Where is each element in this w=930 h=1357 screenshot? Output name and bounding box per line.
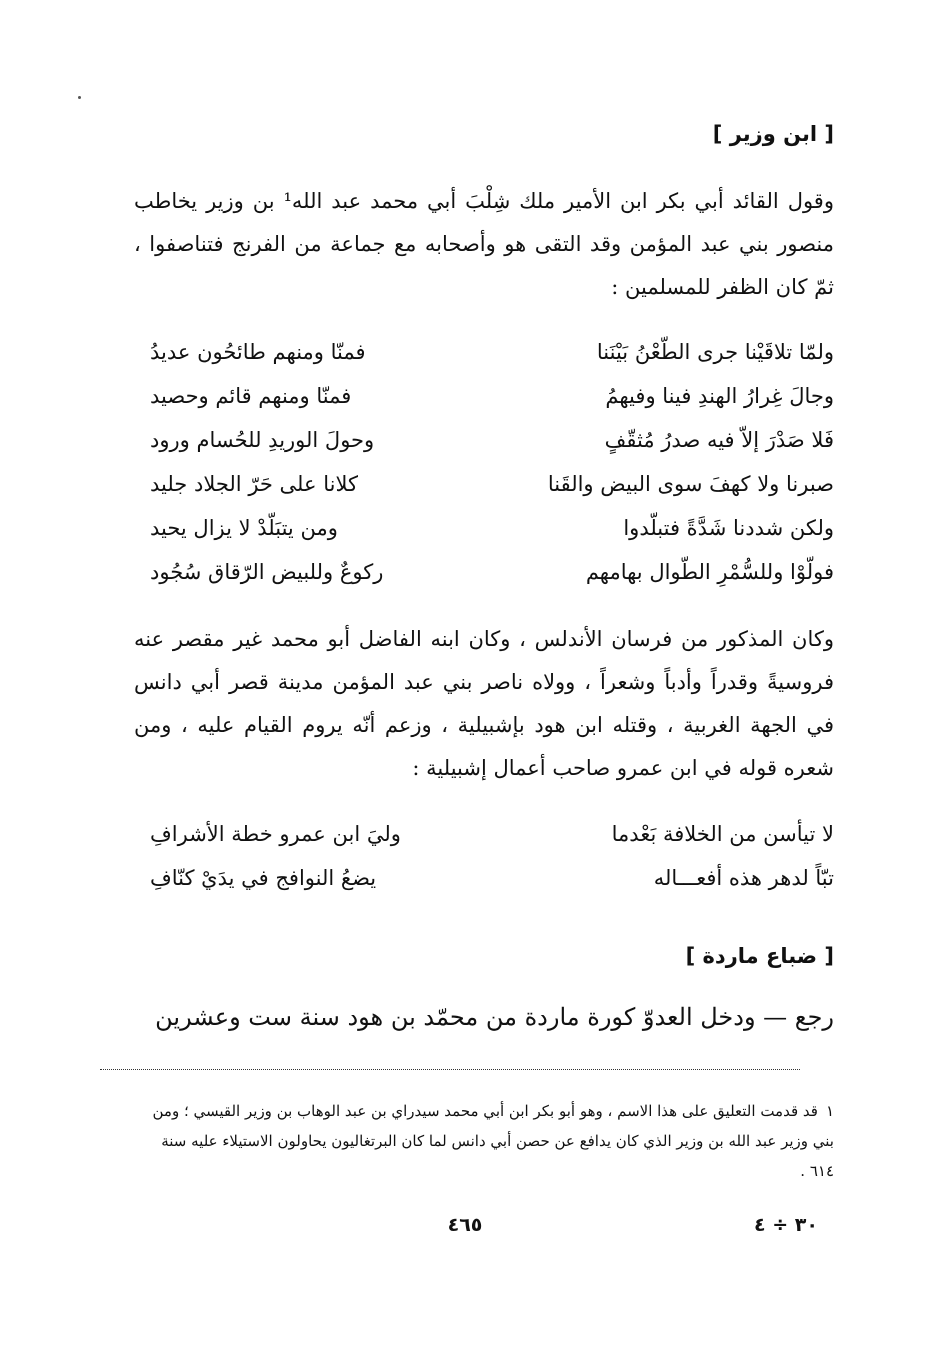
poem-verse: [150, 550, 834, 594]
verse-second-hemistich: فمنّا ومنهم طائحُون عديدُ: [150, 340, 366, 364]
paragraph-intro: وقول القائد أبي بكر ابن الأمير ملك شِلْبَ أبي محمد عبد الله¹ بن وزير يخاطب منصور بني عبد المؤمن وقد التقى هو وأصحابه مع جماعة من الفرنج فتناصفوا ، ثمّ كان الظفر للمسلمين :: [134, 189, 834, 299]
footnote-number: ١: [825, 1102, 834, 1120]
verse-second-hemistich: وليَ ابن عمرو خطة الأشرافِ: [150, 822, 401, 846]
paragraph-merida: رجع — ودخل العدوّ كورة ماردة من محمّد بن هود سنة ست وعشرين: [155, 1003, 834, 1031]
poem-verse: [150, 506, 834, 550]
verse-first-hemistich: تبّاً لدهر هذه أفعـــاله: [653, 866, 834, 890]
footnote-divider: [100, 1069, 800, 1070]
poem-verse: [150, 812, 834, 856]
verse-first-hemistich: وجالَ غِرارُ الهندِ فينا وفيهمُ: [605, 384, 834, 408]
footnote-text: قد قدمت التعليق على هذا الاسم ، وهو أبو بكر ابن أبي محمد سيدراي بن عبد الوهاب بن وزير القيسي ؛ ومن بني وزير عبد الله بن وزير الذي كان يدافع عن حصن أبي دانس لما كان البرتغاليون يحاولون الاستيلاء عليه سنة ٦١٤ .: [152, 1102, 834, 1180]
verse-first-hemistich: ولكن شددنا شَدَّةً فتبلّدوا: [623, 516, 834, 540]
footnote: [140, 1096, 834, 1186]
section-heading-ibn-wazir: [ ابن وزير ]: [712, 122, 834, 146]
verse-first-hemistich: فولّوْا وللسُّمْرِ الطّوال بهامهم: [585, 560, 834, 584]
poem-verse: [150, 374, 834, 418]
poem-verse: [150, 462, 834, 506]
poem-verse: [150, 856, 834, 900]
verse-second-hemistich: يضعُ النوافج في يدَيْ كنّافِ: [150, 866, 377, 890]
poem-ibn-wazir: [150, 330, 834, 594]
stray-mark: [78, 96, 81, 99]
section-heading-merida: [ ضباع ماردة ]: [685, 944, 834, 968]
printer-signature: ٣٠ ÷ ٤: [754, 1214, 818, 1236]
poem-ibn-amr: [150, 812, 834, 900]
verse-second-hemistich: كلانا على حَرّ الجلاد جليد: [150, 472, 358, 496]
paragraph-son: وكان المذكور من فرسان الأندلس ، وكان ابنه الفاضل أبو محمد غير مقصر عنه فروسيةً وقدراً وأدباً وشعراً ، وولاه ناصر بني عبد المؤمن مدينة قصر أبي دانس في الجهة الغربية ، وقتله ابن هود بإشبيلية ، وزعم أنّه يروم القيام عليه ، ومن شعره قوله في ابن عمرو صاحب أعمال إشبيلية :: [134, 627, 834, 780]
page-footer: [0, 1214, 930, 1244]
page-number: ٤٦٥: [447, 1214, 483, 1236]
poem-verse: [150, 330, 834, 374]
verse-first-hemistich: صبرنا ولا كهفَ سوى البيض والقَنا: [547, 472, 834, 496]
verse-second-hemistich: وحولَ الوريدِ للحُسام ورود: [150, 428, 375, 452]
verse-second-hemistich: ركوعٌ وللبيض الرّقاق سُجُود: [150, 560, 384, 584]
verse-first-hemistich: فَلا صَدْرَ إلاّ فيه صدرُ مُثقّفٍ: [604, 428, 834, 452]
verse-second-hemistich: فمنّا ومنهم قائم وحصيد: [150, 384, 352, 408]
verse-first-hemistich: ولمّا تلاقَيْنا جرى الطّعْنُ بَيْنَنا: [596, 340, 834, 364]
verse-second-hemistich: ومن يتبَلّدْ لا يزال يحيد: [150, 516, 338, 540]
poem-verse: [150, 418, 834, 462]
verse-first-hemistich: لا تيأسن من الخلافة بَعْدما: [611, 822, 834, 846]
